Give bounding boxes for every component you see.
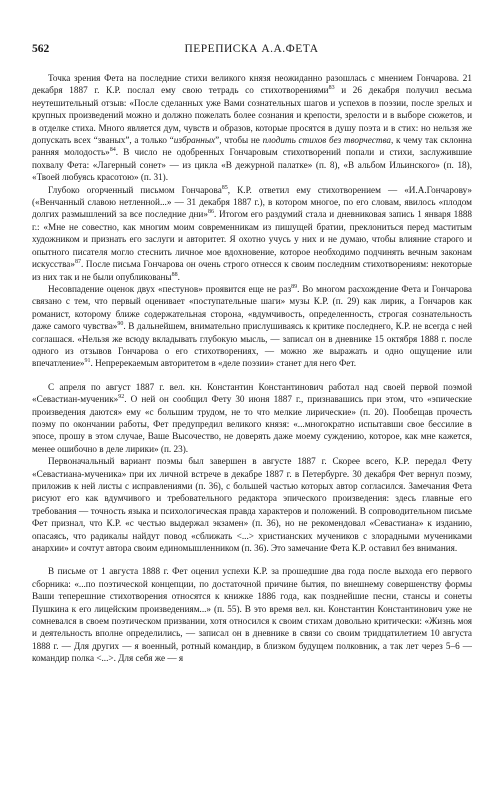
footnote-marker: 85 xyxy=(221,184,228,191)
footnote-marker: 88 xyxy=(171,271,178,278)
text-run: С апреля по август 1887 г. вел. кн. Константин Константинович работал над своей первой поэмой «Севастиан-мученик» xyxy=(32,381,472,405)
text-run: , К.Р. ответил ему стихотворением — «И.А.Гончарову» («Венчанный славою нетленной...» — 31 декабря 1887 г.), в котором многое, по его словам, явилось «плодом долгих размышлений за все последние дни» xyxy=(32,184,473,220)
text-run: . После письма Гончарова он очень строго отнесся к своим последним стихотворениям: некоторые из них так и не были опубликованы xyxy=(32,259,472,282)
text-run: . Итогом его раздумий стала и дневниковая запись 1 января 1888 г.: «Мне не совестно, как многим моим современникам из пишущей братии, преклониться перед маститым художником и признать его заслуги и авторитет. Я охотно учусь у них и не думаю, чтобы влияние старого и опытного писателя могло стеснить личное мое вдохновение, которое необходимо подчинять вечным законам искусства» xyxy=(32,209,473,270)
body-text xyxy=(32,72,472,665)
text-run: . xyxy=(177,271,180,282)
page-header xyxy=(32,42,471,56)
text-run: Глубоко огорченный письмом Гончарова xyxy=(48,184,222,195)
footnote-marker: 90 xyxy=(117,321,124,328)
text-run: и 26 декабря получил весьма неутешительный отзыв: «После сделанных уже Вами сознательных шагов и успехов в поэзии, после зрелых и крупных произведений можно и должно пожелать более сознания и крепости, зрелости и в выборе сюжетов, и в отделке стиха. Много является дум, чувств и образов, которые просятся в душу поэта и в стих: но нельзя же допускать всех “званых”, а только “ xyxy=(32,85,472,146)
paragraph-p3 xyxy=(32,283,472,370)
text-run: . В число не одобренных Гончаровым стихотворений попали и стихи, заслужившие похвалу Фета: «Лагерный сонет» — из цикла «В дежурной палатке» (п. 8), «В альбом Ильинского» (п. 18), «Твоей любуясь красотою» (п. 31). xyxy=(32,147,472,183)
text-run: Несовпадение оценок двух «пестунов» проявится еще не раз xyxy=(48,283,292,294)
footnote-marker: 84 xyxy=(109,147,116,154)
paragraph-p5 xyxy=(32,455,472,554)
emphasis-text: плодить стихов без творчества xyxy=(262,135,391,146)
footnote-marker: 92 xyxy=(118,394,125,401)
footnote-marker: 87 xyxy=(74,259,81,266)
text-run: В письме от 1 августа 1888 г. Фет оценил успехи К.Р. за прошедшие два года после выхода его первого сборника: «...по поэтической концепции, по достаточной причине бытия, по внешнему совершенству формы Ваши теперешние стихотворения относятся к книжке 1886 года, как позднейшие песни, стансы и сонеты Пушкина к его лицейским произведениям...» (п. 55). В это время вел. кн. Константин Константинович уже не сомневался в своем поэтическом призвании, хотя относился к своим стихам довольно критически: «Жизнь моя и деятельность вполне определились, — записал он в дневнике в связи со своим тридцатилетием 10 августа 1888 г. — Для других — я военный, ротный командир, в близком будущем полковник, а так лет через 5–6 — командир полка <...>. Для себя же — я xyxy=(32,566,472,664)
paragraph-p1 xyxy=(32,72,472,184)
footnote-marker: 91 xyxy=(84,358,91,365)
emphasis-text: избранных xyxy=(173,135,216,146)
text-run: . Во многом расхождение Фета и Гончарова связано с тем, что первый оценивает «поступательные шаги» музы К.Р. (п. 29) как лирик, а Гончаров как романист, которому ближе содержательная сторона, «вдумчивость, определенность, строгая сознательность даже самого чувства» xyxy=(32,283,473,332)
text-run: . Непререкаемым авторитетом в «деле поэзии» станет для него Фет. xyxy=(90,358,356,369)
text-run: . В дальнейшем, внимательно прислушиваясь к критике последнего, К.Р. не всегда с ней соглашася. «Нельзя же всюду вкладывать глубокую мысль, — записал он в дневнике 15 октября 1888 г. после одного из отзывов Гончарова о его стихотворениях, — можно же выражать и одно ощущение или впечатление» xyxy=(32,321,472,369)
text-run: ”, чтобы не xyxy=(215,135,263,146)
text-run: Первоначальный вариант поэмы был завершен в августе 1887 г. Скорее всего, К.Р. передал Фету «Севастиана-мученика» при их личной встрече в декабре 1887 г. в Петербурге. 30 декабря Фет вернул поэму, приложив к ней листы с исправлениями (п. 36), с большей частью которых автор согласился. Замечания Фета рисуют его как вдумчивого и требовательного редактора эпического произведения: здесь главные его требования — точность языка и психологическая правда характеров и положений. В сопроводительном письме Фет признал, что К.Р. «с честью выдержал экзамен» (п. 36), но не рекомендовал «Севастиана» к изданию, опасаясь, что радикалы найдут повод «сближать <...> христианских мучеников с злорадными мучениками анархии» и сочтут автора своим единомышленником (п. 36). Это замечание Фета К.Р. оставил без внимания. xyxy=(32,456,472,554)
paragraph-p6 xyxy=(32,565,472,664)
text-run: Точка зрения Фета на последние стихи великого князя неожиданно разошлась с мнением Гончарова. 21 декабря 1887 г. К.Р. послал ему свою тетрадь со стихотворениями xyxy=(32,73,472,96)
footnote-marker: 86 xyxy=(207,209,214,216)
paragraph-p2 xyxy=(32,184,472,283)
footnote-marker: 83 xyxy=(328,85,335,92)
running-head: ПЕРЕПИСКА А.А.ФЕТА xyxy=(184,43,319,55)
page-number: 562 xyxy=(32,43,50,55)
paragraph-p4 xyxy=(32,381,472,455)
footnote-marker: 89 xyxy=(291,283,298,290)
text-run: , к чему так склонна ранняя молодость» xyxy=(32,135,472,158)
text-run: . О ней он сообщил Фету 30 июня 1887 г., признавашись при этом, что «эпические произведения даются» ему «с большим трудом, не то что мелкие лирические» (п. 20). Пообещав прочесть поэму по окончании работы, Фет предупредил великого князя: «...многократно испытавши свое бессилие в эпосе, прошу в этом случае, Ваше Высочество, не доверять даже моему суждению, которое, как мне кажется, менее ошибочно в деле лирики» (п. 23). xyxy=(32,394,472,454)
